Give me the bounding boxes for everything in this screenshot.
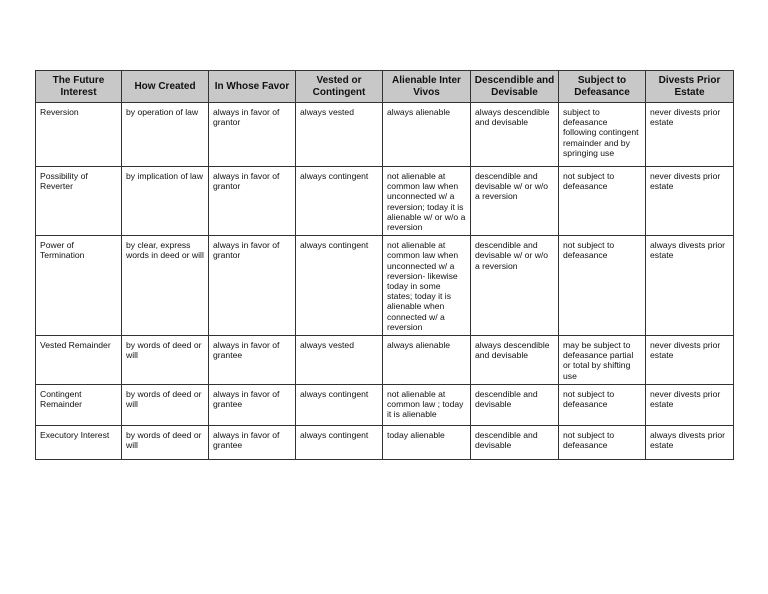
table-cell: never divests prior estate [646, 103, 734, 167]
table-cell: always alienable [383, 103, 471, 167]
table-cell: always contingent [296, 425, 383, 459]
table-cell: Vested Remainder [36, 336, 122, 385]
table-cell: always divests prior estate [646, 425, 734, 459]
table-row [36, 425, 734, 459]
header-alienable-inter-vivos: Alienable Inter Vivos [383, 71, 471, 103]
table-cell: subject to defeasance following contingent remainder and by springing use [559, 103, 646, 167]
table-row [36, 384, 734, 425]
table-cell: Reversion [36, 103, 122, 167]
table-cell: always vested [296, 336, 383, 385]
table-cell: always in favor of grantee [209, 425, 296, 459]
table-cell: by words of deed or will [122, 336, 209, 385]
table-cell: by words of deed or will [122, 425, 209, 459]
header-future-interest: The Future Interest [36, 71, 122, 103]
table-cell: not alienable at common law when unconnected w/ a reversion; today it is alienable w/ or w/o a reversion [383, 167, 471, 236]
table-cell: may be subject to defeasance partial or total by shifting use [559, 336, 646, 385]
header-divests-prior-estate: Divests Prior Estate [646, 71, 734, 103]
header-subject-to-defeasance: Subject to Defeasance [559, 71, 646, 103]
table-cell: not alienable at common law when unconnected w/ a reversion- likewise today in some states; today it is alienable when connected w/ a reversion [383, 236, 471, 336]
table-cell: always in favor of grantor [209, 236, 296, 336]
table-cell: always contingent [296, 384, 383, 425]
header-vested-or-contingent: Vested or Contingent [296, 71, 383, 103]
table-cell: not subject to defeasance [559, 167, 646, 236]
table-cell: always contingent [296, 236, 383, 336]
table-cell: not subject to defeasance [559, 236, 646, 336]
table-row [36, 103, 734, 167]
table-cell: never divests prior estate [646, 167, 734, 236]
table-cell: Possibility of Reverter [36, 167, 122, 236]
table-cell: always in favor of grantee [209, 336, 296, 385]
table-cell: descendible and devisable w/ or w/o a reversion [471, 167, 559, 236]
table-cell: always contingent [296, 167, 383, 236]
table-cell: today alienable [383, 425, 471, 459]
table-row [36, 336, 734, 385]
table-row [36, 167, 734, 236]
table-row [36, 236, 734, 336]
header-row [36, 71, 734, 103]
table-cell: not subject to defeasance [559, 384, 646, 425]
table-cell: not alienable at common law ; today it is alienable [383, 384, 471, 425]
table-cell: Executory Interest [36, 425, 122, 459]
table-cell: never divests prior estate [646, 384, 734, 425]
table-cell: always alienable [383, 336, 471, 385]
table-cell: never divests prior estate [646, 336, 734, 385]
table-cell: not subject to defeasance [559, 425, 646, 459]
table-cell: always divests prior estate [646, 236, 734, 336]
table-cell: always in favor of grantor [209, 103, 296, 167]
table-cell: descendible and devisable w/ or w/o a reversion [471, 236, 559, 336]
table-cell: by implication of law [122, 167, 209, 236]
table-cell: by operation of law [122, 103, 209, 167]
header-descendible-and-devisable: Descendible and Devisable [471, 71, 559, 103]
table-cell: always in favor of grantor [209, 167, 296, 236]
table-cell: always descendible and devisable [471, 336, 559, 385]
table-cell: Power of Termination [36, 236, 122, 336]
table-cell: always descendible and devisable [471, 103, 559, 167]
header-how-created: How Created [122, 71, 209, 103]
table-cell: descendible and devisable [471, 384, 559, 425]
table-cell: Contingent Remainder [36, 384, 122, 425]
table-cell: always vested [296, 103, 383, 167]
table-cell: by words of deed or will [122, 384, 209, 425]
table-cell: always in favor of grantee [209, 384, 296, 425]
table-cell: descendible and devisable [471, 425, 559, 459]
table-cell: by clear, express words in deed or will [122, 236, 209, 336]
future-interests-table [35, 70, 734, 460]
header-in-whose-favor: In Whose Favor [209, 71, 296, 103]
